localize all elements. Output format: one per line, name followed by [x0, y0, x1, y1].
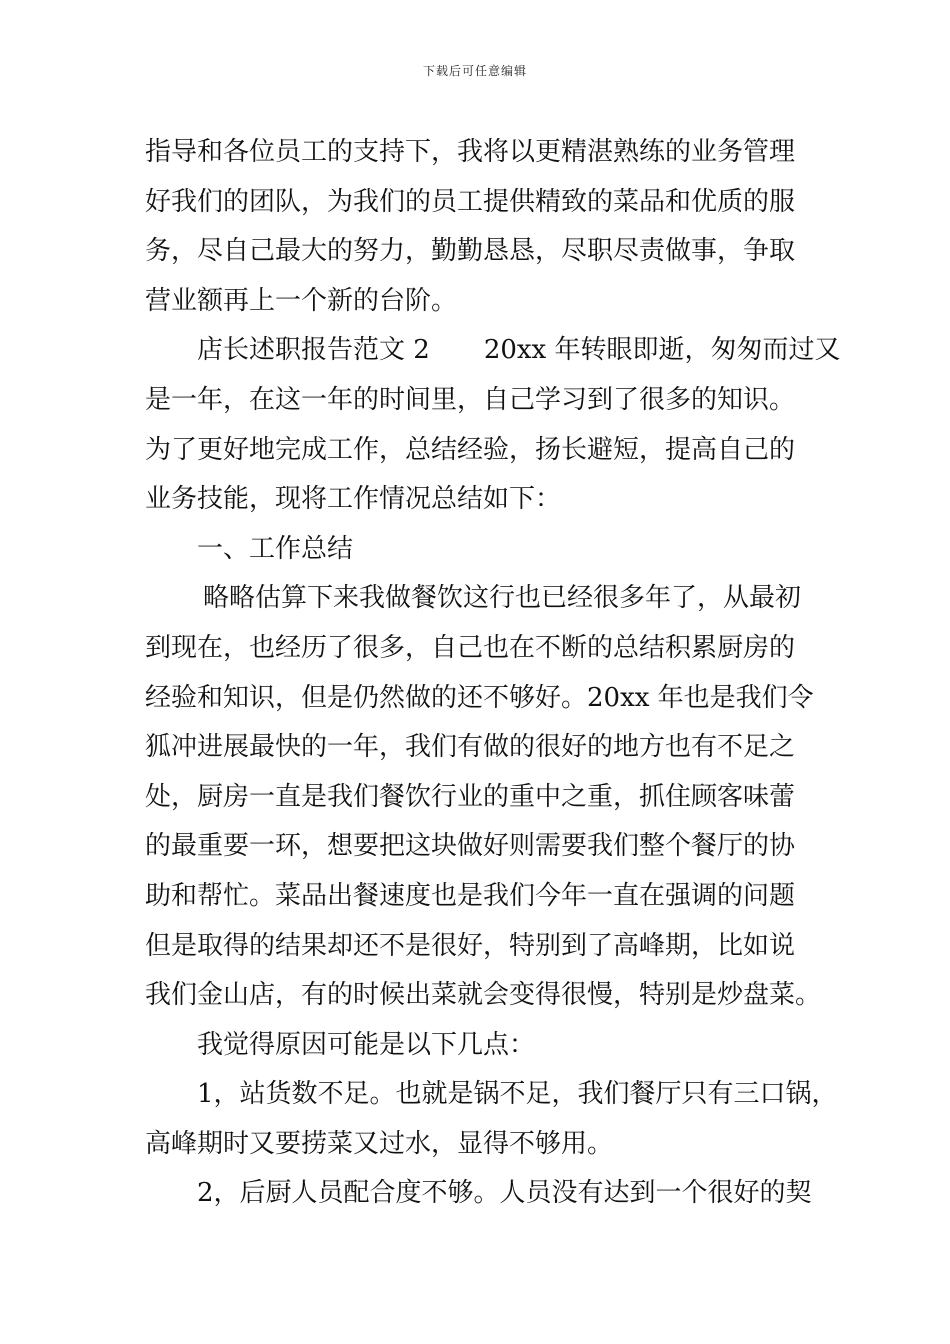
text-line: 指导和各位员工的支持下，我将以更精湛熟练的业务管理: [145, 137, 796, 167]
document-body: [145, 128, 841, 1219]
text-line: 营业额再上一个新的台阶。: [145, 285, 458, 316]
text-line: 处，厨房一直是我们餐饮行业的重中之重，抓住顾客味蕾: [145, 781, 796, 812]
text-line: 狐冲进展最快的一年，我们有做的很好的地方也有不足之: [145, 732, 796, 763]
text-line: 好我们的团队，为我们的员工提供精致的菜品和优质的服: [145, 186, 796, 217]
section-title: 店长述职报告范文 2: [197, 335, 430, 366]
page-header: 下载后可任意编辑: [422, 64, 527, 78]
section-intro: 20xx 年转眼即逝，匆匆而过又: [483, 335, 841, 366]
list-item: 2，后厨人员配合度不够。人员没有达到一个很好的契: [197, 1178, 812, 1209]
text-line: 但是取得的结果却还不是很好，特别到了高峰期，比如说: [145, 930, 796, 961]
text-line: 务，尽自己最大的努力，勤勤恳恳，尽职尽责做事，争取: [145, 236, 796, 267]
text-line: 高峰期时又要捞菜又过水，显得不够用。: [145, 1128, 614, 1159]
section-heading-line: [145, 326, 841, 376]
text-line: 经验和知识，但是仍然做的还不够好。20xx 年也是我们令: [145, 682, 814, 713]
text-line: 为了更好地完成工作，总结经验，扬长避短，提高自己的: [145, 434, 796, 465]
text-line: 到现在，也经历了很多，自己也在不断的总结积累厨房的: [145, 632, 796, 663]
text-line: 助和帮忙。菜品出餐速度也是我们今年一直在强调的问题: [145, 880, 796, 911]
list-item: 1，站货数不足。也就是锅不足，我们餐厅只有三口锅，: [197, 1079, 838, 1110]
text-line: 我觉得原因可能是以下几点：: [197, 1029, 536, 1060]
text-line: 的最重要一环，想要把这块做好则需要我们整个餐厅的协: [145, 831, 796, 862]
text-line: 业务技能，现将工作情况总结如下：: [145, 484, 562, 515]
text-line: 是一年，在这一年的时间里，自己学习到了很多的知识。: [145, 384, 796, 415]
text-line: 我们金山店，有的时候出菜就会变得很慢，特别是炒盘菜。: [145, 980, 822, 1011]
subheading: 一、工作总结: [197, 533, 354, 564]
text-line: 略略估算下来我做餐饮这行也已经很多年了，从最初: [203, 583, 802, 614]
